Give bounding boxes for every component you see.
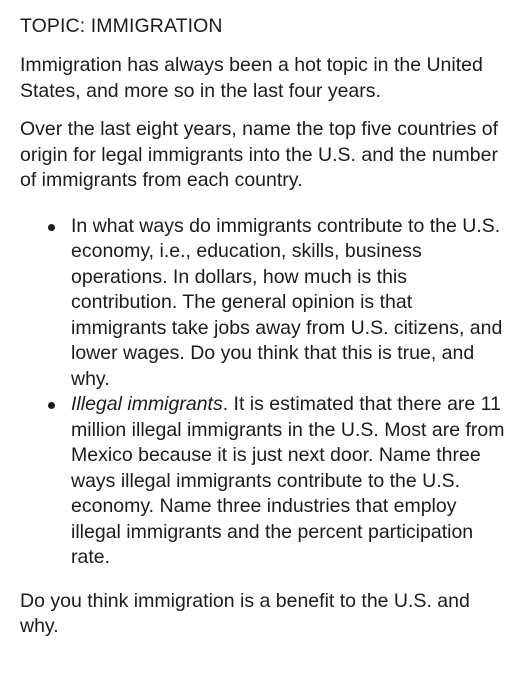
list-item-economy-contribution [71,214,506,393]
list-item-text: In what ways do immigrants contribute to the U.S. economy, i.e., education, skills, business operations. In dollars, how much is this contribution. The general opinion is that immigrants take jobs away from U.S. citizens, and lower wages. Do you think that this is true, and why. [71,214,503,390]
bullet-icon [48,402,55,409]
list-item-text: . It is estimated that there are 11 million illegal immigrants in the U.S. Most are from Mexico because it is just next door. Name three ways illegal immigrants contribute to the U.S. economy. Name three industries that employ illegal immigrants and the percent participation rate. [71,393,505,568]
question-list [20,214,506,571]
intro-paragraph: Immigration has always been a hot topic in the United States, and more so in the last four years. [20,54,483,102]
list-item-italic-lead: Illegal immigrants [71,393,223,415]
closing-question-paragraph: Do you think immigration is a benefit to the U.S. and why. [20,589,470,637]
top-five-question-paragraph: Over the last eight years, name the top five countries of origin for legal immigrants into the U.S. and the number of immigrants from each country. [20,118,498,191]
topic-heading: TOPIC: IMMIGRATION [20,15,223,37]
bullet-icon [48,224,55,231]
list-item-illegal-immigrants [71,392,506,571]
